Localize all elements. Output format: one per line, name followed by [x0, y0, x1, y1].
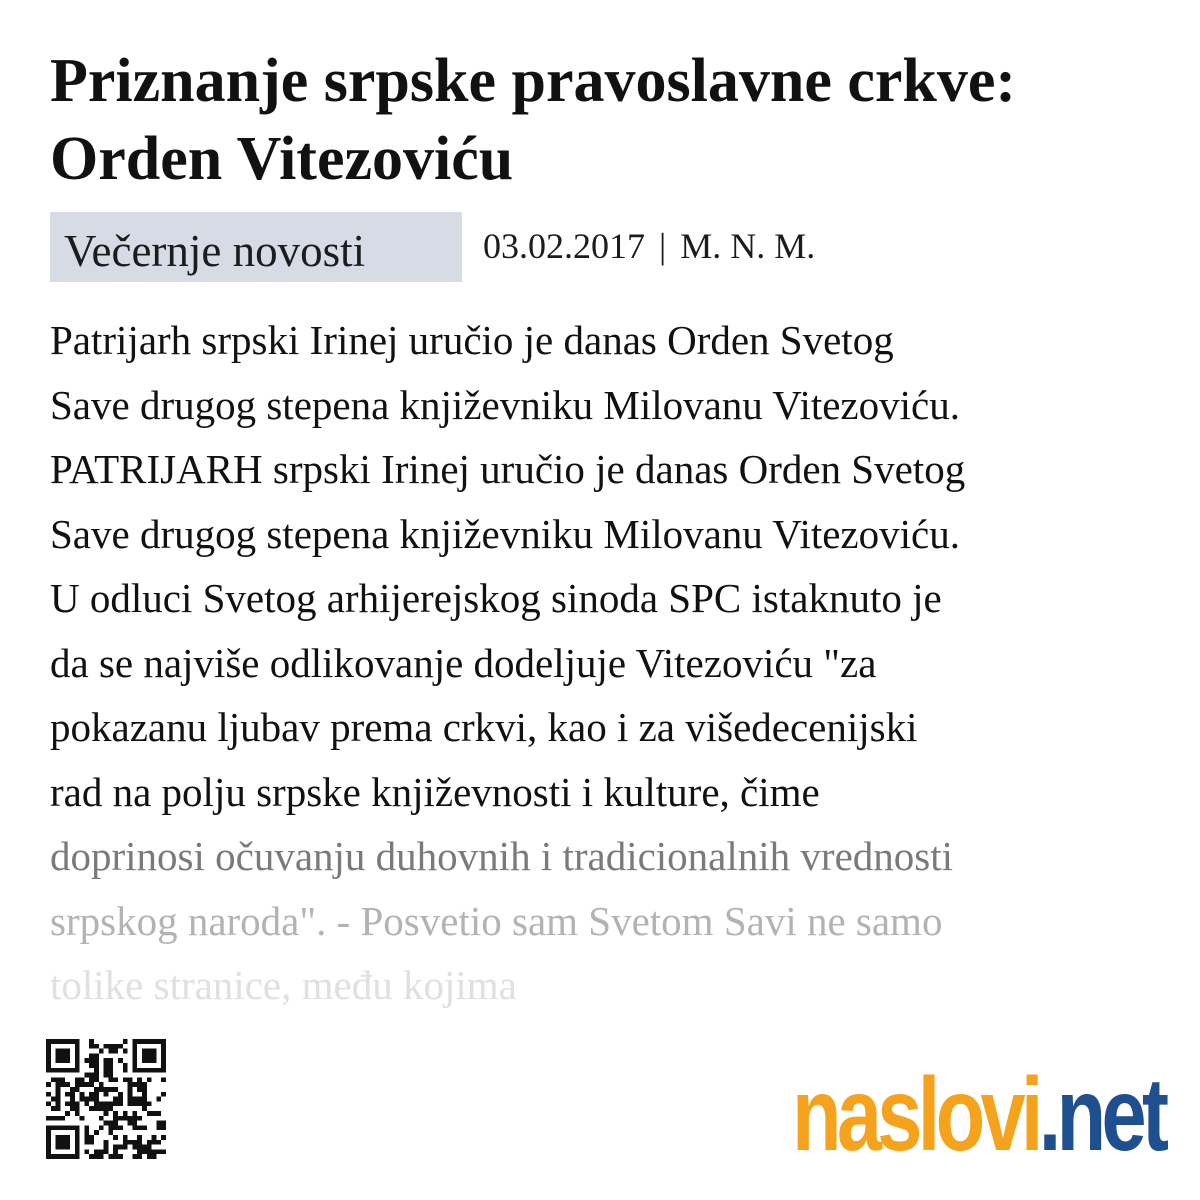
body-line: Save drugog stepena književniku Milovanu Vitezoviću.: [50, 381, 960, 428]
logo-text-net: .net: [1038, 1057, 1164, 1173]
article-meta: [50, 212, 1160, 282]
article-date: 03.02.2017: [483, 226, 645, 266]
source-badge[interactable]: Večernje novosti: [50, 212, 462, 282]
meta-separator: |: [659, 226, 667, 266]
body-line: U odluci Svetog arhijerejskog sinoda SPC istaknuto je: [50, 575, 942, 621]
body-line: pokazanu ljubav prema crkvi, kao i za višedecenijski: [50, 704, 918, 750]
body-line: doprinosi očuvanju duhovnih i tradicionalnih vrednosti: [50, 833, 954, 879]
body-line: rad na polju srpske književnosti i kulture, čime: [50, 768, 820, 815]
logo-text-naslovi: naslovi: [791, 1057, 1039, 1173]
meta-line: [483, 226, 815, 266]
article-author: M. N. M.: [680, 226, 816, 266]
article-title: Priznanje srpske pravoslavne crkve: Orden Vitezoviću: [50, 47, 1017, 193]
body-line: tolike stranice, među kojima: [50, 962, 517, 1008]
body-line: srpskog naroda". - Posvetio sam Svetom Savi ne samo: [50, 897, 943, 944]
body-line: da se najviše odlikovanje dodeljuje Vitezoviću "za: [50, 639, 877, 686]
qr-code-icon: [46, 1035, 166, 1163]
body-line: PATRIJARH srpski Irinej uručio je danas Orden Svetog: [50, 446, 966, 492]
body-line: Patrijarh srpski Irinej uručio je danas Orden Svetog: [50, 317, 894, 363]
body-line: Save drugog stepena književniku Milovanu Vitezoviću.: [50, 510, 960, 557]
article-body: [50, 308, 1160, 1018]
naslovi-net-logo[interactable]: [791, 1057, 1164, 1173]
